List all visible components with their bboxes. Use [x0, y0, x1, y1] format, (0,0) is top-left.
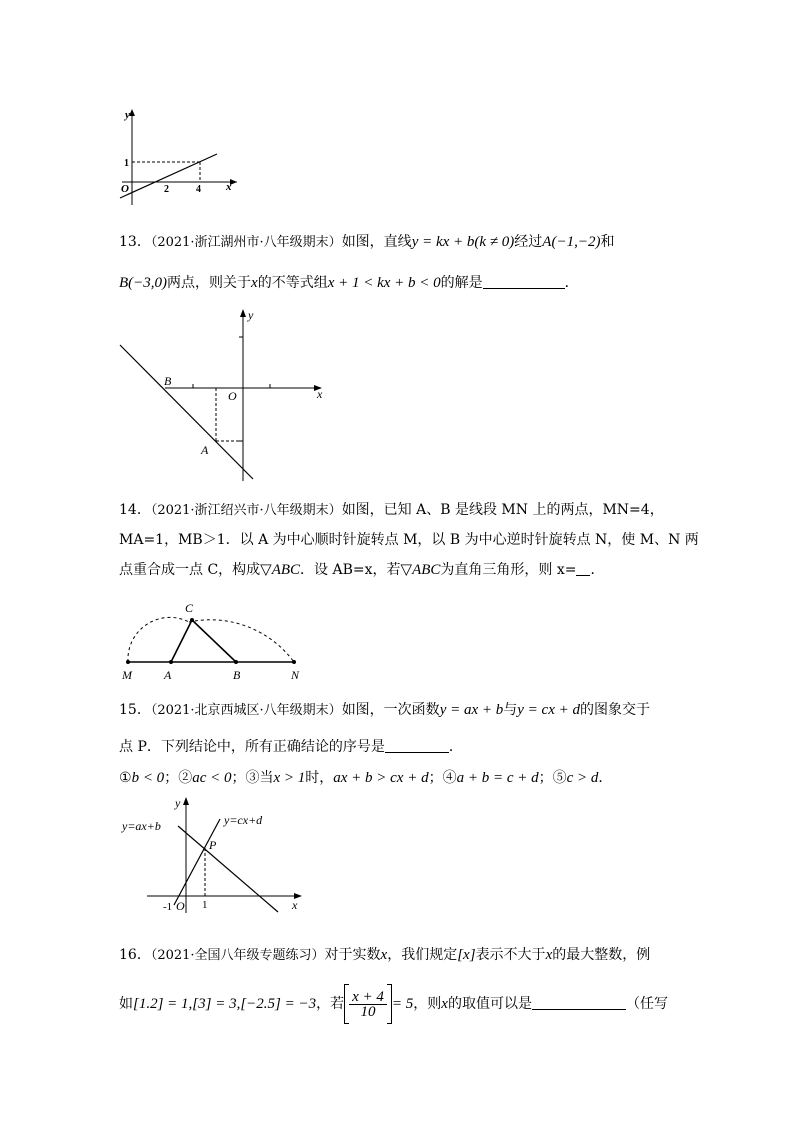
q15-number: 15．: [119, 702, 151, 718]
q16-text: 的最大整数，例: [552, 947, 651, 963]
fig15-line-2-label: y=cx+d: [224, 813, 263, 827]
q13-point-a: A(−1,−2): [542, 234, 601, 250]
q15-option-4: a + b = c + d: [456, 770, 539, 786]
q15-separator: ；: [231, 770, 246, 786]
q15-separator: ；: [164, 770, 179, 786]
q14-text: MA=1，MB＞1．以 A 为中心顺时针旋转点 M，以 B 为中心逆时针旋转点 N，使 M、N 两: [119, 532, 699, 548]
fig12-origin-label: O: [121, 183, 129, 195]
q15-function-1: y = ax + b: [439, 702, 504, 718]
q16-text: 对于实数: [324, 947, 381, 963]
q15-text: 点 P．下列结论中，所有正确结论的序号是: [119, 739, 385, 755]
fig15-tick-1: 1: [202, 899, 208, 911]
q16-text: （任写: [625, 996, 668, 1012]
fig13-origin-label: O: [228, 389, 237, 403]
q14-text: 如图，已知 A、B 是线段 MN 上的两点，MN=4，: [341, 502, 664, 518]
q16-text: 的取值可以是: [447, 996, 532, 1012]
q16-fraction-numerator: x + 4: [349, 990, 387, 1005]
q15-line-3: [119, 768, 612, 788]
q16-var-x: x: [380, 947, 388, 963]
fig15-line-1-label: y=ax+b: [122, 819, 161, 833]
q16-text: 表示不大于: [475, 947, 546, 963]
fig15-origin-label: O: [176, 899, 185, 913]
fig15-y-label: y: [175, 796, 181, 810]
q14-number: 14．: [119, 502, 151, 518]
q13-var-x: x: [251, 275, 258, 291]
fig14-point-c-label: C: [185, 601, 194, 615]
fig13-point-b-label: B: [164, 374, 172, 388]
q13-line-equation: y = kx + b(k ≠ 0): [411, 234, 515, 250]
q13-text: 和: [600, 234, 615, 250]
fig12-x-label: x: [226, 181, 232, 193]
q15-line-2: [119, 737, 463, 757]
q15-text: 的图象交于: [579, 702, 650, 718]
q16-text: ，我们规定: [387, 947, 458, 963]
q15-option-2-marker: ②: [178, 770, 193, 786]
fig12-y-label: y: [125, 109, 130, 121]
q15-option-1: b < 0: [131, 770, 165, 786]
fig14-point-a-label: A: [164, 668, 172, 682]
q14-answer-blank[interactable]: [576, 561, 590, 576]
q14-text: ．: [590, 562, 605, 578]
q13-text: 经过: [514, 234, 543, 250]
fig13-point-a-label: A: [201, 443, 209, 457]
q13-text: 如图，直线: [341, 234, 412, 250]
figure-q13-graph: [115, 307, 330, 487]
q15-option-1-marker: ①: [119, 770, 132, 786]
q15-option-3-condition: x > 1: [273, 770, 306, 786]
q16-line-1: [119, 945, 650, 966]
q16-line-2: [119, 984, 668, 1028]
q14-line-2: [119, 530, 699, 550]
fig15-point-p-label: P: [209, 838, 217, 852]
q14-source: （2021·浙江绍兴市·八年级期末）: [150, 503, 342, 518]
q13-answer-blank[interactable]: [483, 274, 565, 289]
q15-separator: ；: [538, 770, 553, 786]
q15-option-3-marker: ③当: [245, 770, 274, 786]
q16-examples: [1.2] = 1,[3] = 3,[−2.5] = −3: [133, 996, 317, 1012]
q15-option-4-marker: ④: [442, 770, 457, 786]
q16-fraction-denominator: 10: [360, 1003, 376, 1020]
fig15-x-label: x: [292, 898, 298, 912]
q16-answer-blank[interactable]: [532, 995, 626, 1010]
q13-text: 的不等式组: [257, 275, 328, 291]
q13-text: 两点，则关于: [167, 275, 252, 291]
q15-option-2: ac < 0: [192, 770, 232, 786]
fig13-x-label: x: [317, 387, 323, 401]
q14-text: 为直角三角形，则 x=: [440, 562, 577, 578]
q15-function-2: y = cx + d: [517, 702, 580, 718]
q15-option-3: ax + b > cx + d: [333, 770, 429, 786]
q13-text: 的解是: [440, 275, 483, 291]
q15-source: （2021·北京西城区·八年级期末）: [150, 703, 342, 718]
q13-text: ．: [564, 275, 579, 291]
q15-option-5: c > d: [566, 770, 599, 786]
q15-text: ．: [598, 770, 613, 786]
q14-text: 点重合成一点 C，构成: [119, 562, 261, 578]
fig12-tick-1: 1: [124, 158, 129, 169]
q13-number: 13．: [119, 234, 151, 250]
q13-inequality: x + 1 < kx + b < 0: [327, 275, 441, 291]
q15-text: 时，: [305, 770, 334, 786]
q14-triangle-symbol: ▽ABC: [400, 562, 441, 578]
fig12-tick-4: 4: [196, 184, 201, 195]
q15-option-5-marker: ⑤: [552, 770, 567, 786]
fig14-point-b-label: B: [233, 668, 241, 682]
fig14-point-m-label: M: [122, 668, 132, 682]
figure-q15-graph: [120, 793, 310, 918]
q13-point-b: B(−3,0): [119, 275, 168, 291]
q16-text: 如: [119, 996, 133, 1012]
q13-source: （2021·浙江湖州市·八年级期末）: [150, 235, 342, 250]
figure-q12-graph: [112, 105, 242, 215]
fig13-y-label: y: [248, 308, 254, 322]
q15-answer-blank[interactable]: [385, 738, 449, 753]
q16-text: ，则: [413, 996, 442, 1012]
fig15-tick-neg1: -1: [163, 901, 173, 913]
q14-triangle-symbol: ▽ABC: [260, 562, 301, 578]
q16-number: 16．: [119, 947, 151, 963]
q14-text: ．设 AB=x，若: [300, 562, 401, 578]
q13-line-1: [119, 232, 614, 253]
q13-line-2: [119, 273, 579, 293]
q15-line-1: [119, 700, 650, 721]
figure-q14-triangle: [118, 588, 318, 683]
fig14-point-n-label: N: [291, 668, 300, 682]
q14-line-1: [119, 500, 664, 521]
q16-var-x: x: [545, 947, 553, 963]
q16-fraction: [349, 990, 387, 1019]
q16-text: ，若: [316, 996, 345, 1012]
q16-equals-5: = 5: [391, 996, 414, 1012]
q16-var-x: x: [441, 996, 448, 1012]
q15-text: 与: [503, 702, 518, 718]
q16-source: （2021·全国八年级专题练习）: [150, 948, 325, 963]
fig12-tick-2: 2: [164, 184, 169, 195]
q15-text: ．: [448, 739, 463, 755]
q15-text: 如图，一次函数: [341, 702, 440, 718]
q16-floor-notation: [x]: [457, 947, 476, 963]
q14-line-3: [119, 560, 604, 580]
q15-separator: ；: [428, 770, 443, 786]
